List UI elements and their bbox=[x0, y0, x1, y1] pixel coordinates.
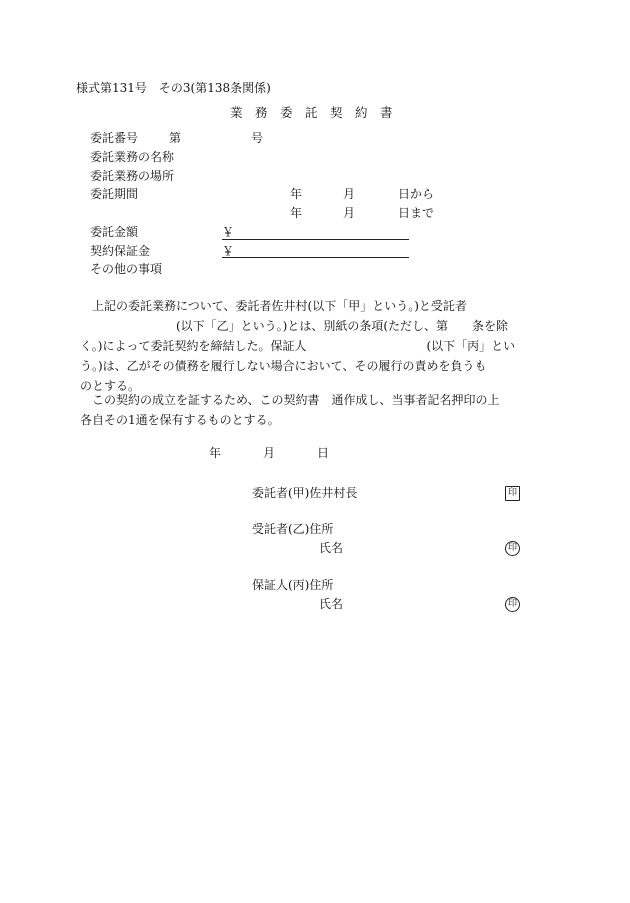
paragraph-2 bbox=[80, 390, 554, 430]
guarantor-seal: 印 bbox=[505, 597, 520, 612]
contract-number-label: 委託番号 bbox=[90, 131, 139, 145]
guarantee-label: 契約保証金 bbox=[90, 244, 151, 258]
period-label: 委託期間 bbox=[90, 187, 139, 201]
guarantor-address-label: 保証人(丙)住所 bbox=[252, 578, 334, 592]
task-place-label: 委託業務の場所 bbox=[90, 169, 175, 183]
period-from-month: 月 bbox=[343, 187, 356, 201]
paragraph-1-line-3: く。)によって委託契約を締結した。保証人 (以下「丙」とい bbox=[80, 339, 516, 353]
contract-number-go: 号 bbox=[251, 131, 264, 145]
document-title: 業 務 委 託 契 約 書 bbox=[230, 105, 393, 120]
contractor-seal: 印 bbox=[505, 541, 520, 556]
contract-number-dai: 第 bbox=[169, 131, 182, 145]
paragraph-1-line-5: のとする。 bbox=[80, 379, 141, 393]
paragraph-2-line-2: 各自その1通を保有するものとする。 bbox=[80, 413, 280, 427]
period-to-month: 月 bbox=[343, 206, 356, 220]
amount-label: 委託金額 bbox=[90, 225, 139, 239]
guarantor-name-label: 氏名 bbox=[319, 597, 344, 611]
other-label: その他の事項 bbox=[90, 262, 163, 276]
contractor-name-label: 氏名 bbox=[319, 541, 344, 555]
consigner-label: 委託者(甲)佐井村長 bbox=[252, 486, 358, 500]
guarantee-line bbox=[222, 257, 409, 258]
period-to-year: 年 bbox=[290, 206, 303, 220]
period-to-day: 日まで bbox=[398, 206, 435, 220]
task-name-label: 委託業務の名称 bbox=[90, 150, 175, 164]
paragraph-1-line-2: (以下「乙」という。)とは、別紙の条項(ただし、第 条を除 bbox=[80, 319, 509, 333]
contractor-address-label: 受託者(乙)住所 bbox=[252, 522, 334, 536]
date-day: 日 bbox=[317, 446, 330, 460]
paragraph-1 bbox=[80, 296, 554, 396]
period-from-day: 日から bbox=[398, 187, 435, 201]
paragraph-2-line-1: この契約の成立を証するため、この契約書 通作成し、当事者記名押印の上 bbox=[80, 393, 500, 407]
consigner-seal: 印 bbox=[505, 486, 520, 501]
date-year: 年 bbox=[209, 446, 222, 460]
amount-yen: ￥ bbox=[222, 225, 235, 239]
paragraph-1-line-4: う。)は、乙がその債務を履行しない場合において、その履行の責めを負うも bbox=[80, 359, 487, 373]
period-from-year: 年 bbox=[290, 187, 303, 201]
guarantee-yen: ￥ bbox=[222, 244, 235, 258]
amount-line bbox=[222, 239, 409, 240]
form-header: 様式第131号 その3(第138条関係) bbox=[76, 81, 271, 95]
paragraph-1-line-1: 上記の委託業務について、委託者佐井村(以下「甲」という。)と受託者 bbox=[80, 299, 467, 313]
date-month: 月 bbox=[263, 446, 276, 460]
